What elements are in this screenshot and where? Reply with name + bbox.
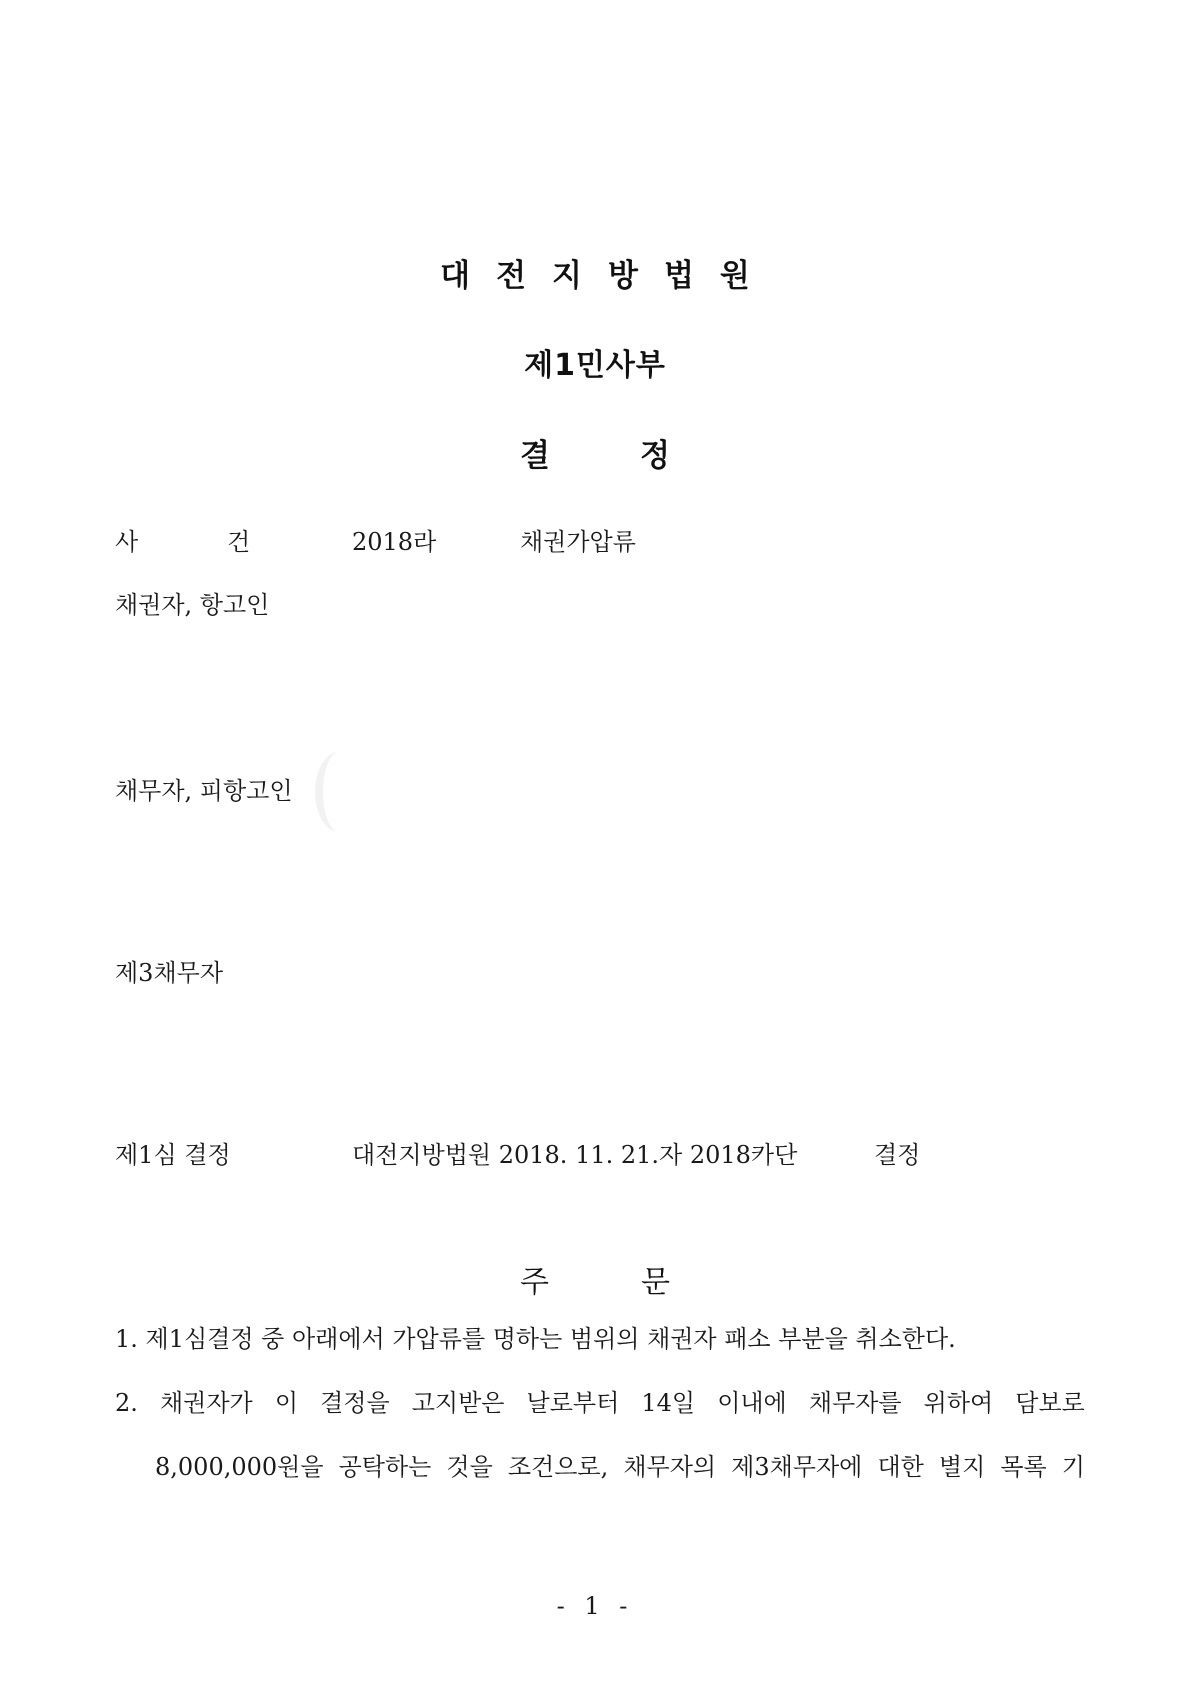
word: 기 (1061, 1453, 1085, 1481)
court-name: 대전지방법원 (440, 258, 776, 294)
word: 제3채무자에 (731, 1453, 863, 1481)
creditor-label: 채권자, 항고인 (115, 591, 270, 619)
word: 2. (115, 1389, 138, 1417)
first-instance-label: 제1심 결정 (115, 1141, 231, 1169)
word: 8,000,000원을 (155, 1453, 324, 1481)
order-item-1-text: 1. 제1심결정 중 아래에서 가압류를 명하는 범위의 채권자 패소 부분을 취소한다. (115, 1325, 956, 1353)
word: 채무자의 (623, 1453, 717, 1481)
word: 날로부터 (526, 1389, 620, 1417)
order-item-2-line-2 (155, 1452, 1085, 1482)
document-type-part2: 정 (640, 438, 670, 474)
word: 대한 (877, 1453, 924, 1481)
word: 채권자가 (159, 1389, 253, 1417)
document-type (0, 430, 1190, 475)
third-party-label: 제3채무자 (115, 959, 224, 987)
word: 조건으로, (507, 1453, 609, 1481)
word: 채무자를 (808, 1389, 902, 1417)
word: 결정을 (320, 1389, 390, 1417)
word: 담보로 (1015, 1389, 1085, 1417)
case-name: 채권가압류 (520, 528, 636, 556)
word: 것을 (446, 1453, 493, 1481)
word: 이 (274, 1389, 298, 1417)
page-number: - 1 - (556, 1592, 634, 1620)
debtor-label: 채무자, 피항고인 (115, 777, 293, 805)
order-section-title (0, 1257, 1190, 1301)
order-item-2-line-1 (115, 1388, 1085, 1418)
word: 고지받은 (411, 1389, 505, 1417)
word: 공탁하는 (338, 1453, 432, 1481)
word: 14일 (641, 1389, 696, 1417)
word: 별지 (938, 1453, 986, 1481)
order-title-part2: 문 (641, 1265, 670, 1300)
case-label-part1: 사 (115, 528, 139, 556)
case-label-part2: 건 (227, 528, 251, 556)
order-title-part1: 주 (520, 1265, 549, 1300)
order-item-1 (115, 1324, 1085, 1354)
case-number: 2018라 (352, 528, 437, 556)
faint-watermark-mark (315, 752, 363, 832)
first-instance-value: 대전지방법원 2018. 11. 21.자 2018카단 (352, 1141, 798, 1169)
first-instance-suffix: 결정 (874, 1141, 921, 1169)
document-type-part1: 결 (520, 438, 550, 474)
word: 목록 (1000, 1453, 1047, 1481)
division-name: 제1민사부 (524, 348, 666, 383)
word: 이내에 (717, 1389, 787, 1417)
word: 위하여 (923, 1389, 994, 1417)
